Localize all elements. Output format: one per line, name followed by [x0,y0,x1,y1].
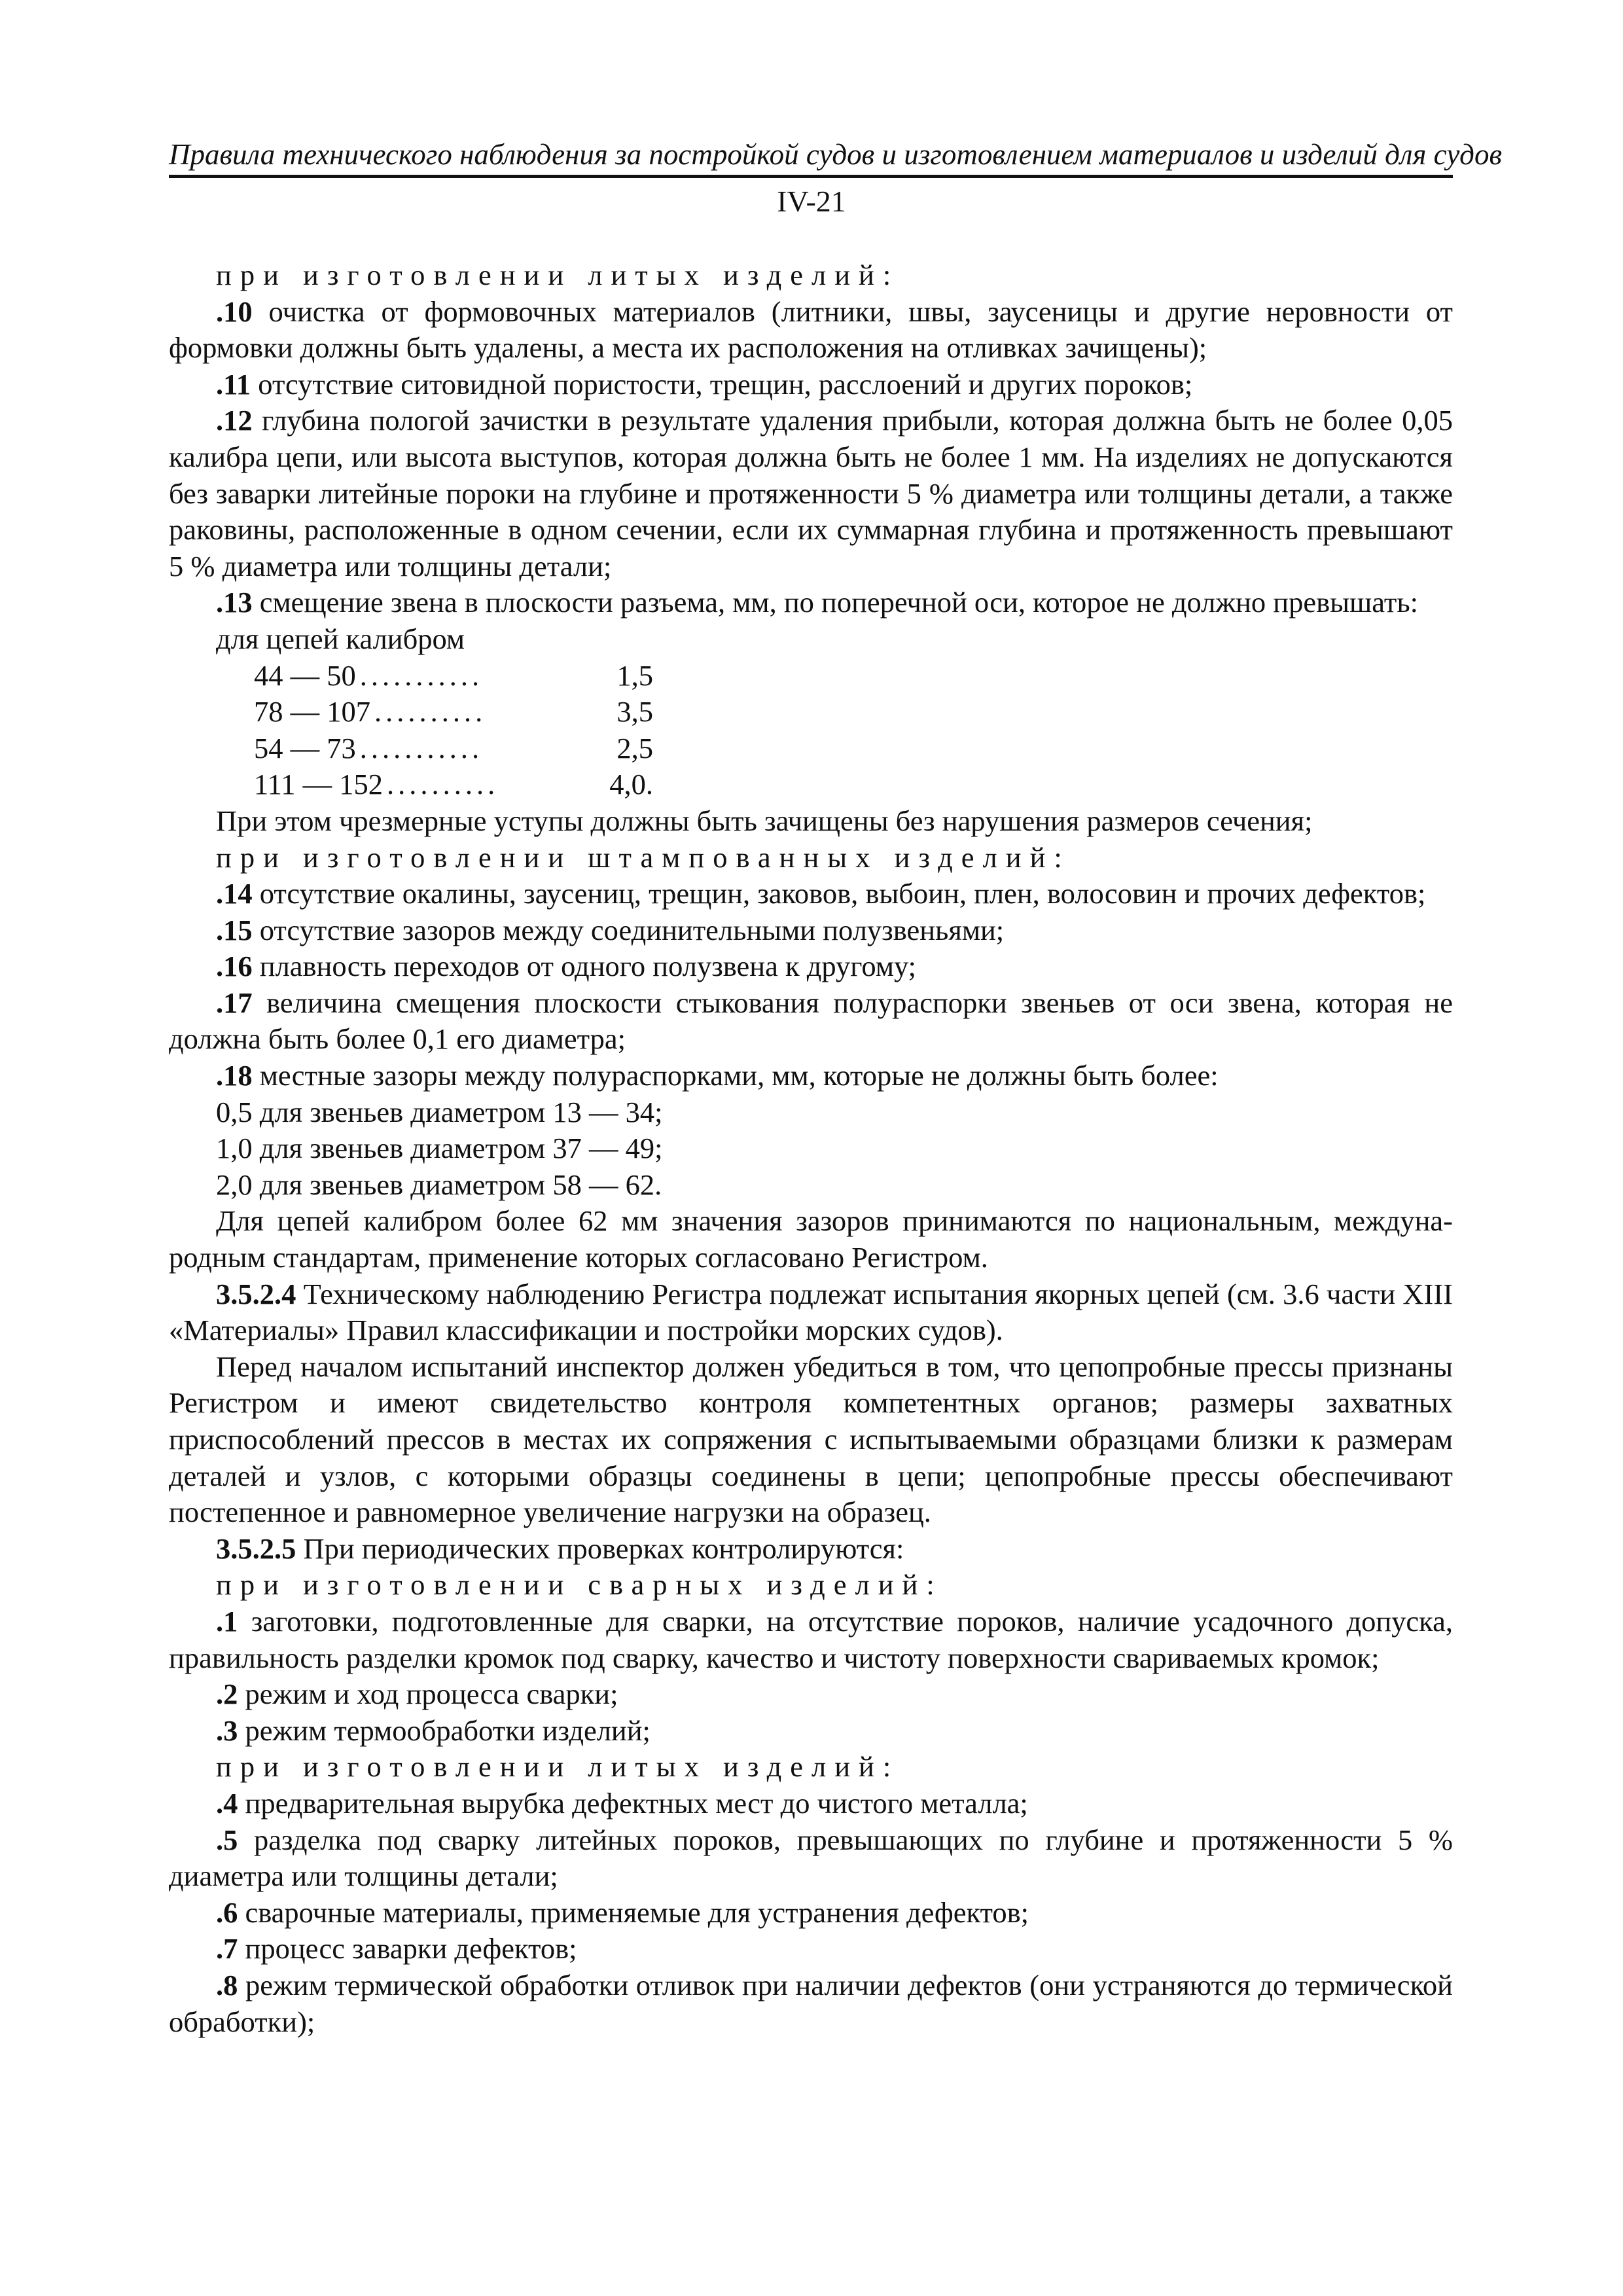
clause-text: При периодических проверках контролируются: [296,1532,904,1565]
item-number: .15 [216,913,253,946]
item-16 [169,948,1453,985]
item-number: .14 [216,877,253,910]
section-heading-cast-2: при изготовлении литых изделий: [216,1750,900,1784]
item-14 [169,876,1453,912]
clause-text: Техническому наблюдению Регистра подлежат испытания якорных цепей (см. 3.6 части XIII «Материалы» Правил классификации и постройки морских судов). [169,1277,1453,1347]
item-number: .2 [216,1677,238,1711]
item-number: .10 [216,295,253,328]
table-value: 3,5 [616,695,653,728]
item-text: очистка от формовочных материалов (литники, швы, заусеницы и другие неровности от формовки должны быть удалены, а места их расположения на отливках зачищены); [169,295,1453,365]
item-number: .6 [216,1895,238,1929]
item-number: .7 [216,1932,238,1965]
section-heading-welded: при изготовлении сварных изделий: [216,1568,943,1602]
table-dots: .......... [386,768,499,801]
item-text: режим и ход процесса сварки; [238,1677,618,1711]
table-dots: ........... [359,731,484,764]
table-row [254,730,653,767]
item-w2 [169,1676,1453,1713]
item-13 [169,584,1453,621]
item-text: глубина пологой зачистки в результате удаления прибыли, которая должна быть не более 0,05 калибра цепи, или высота выступов, которая должна быть не более 1 мм. На изделиях не допускаются без заварки литейные пороки на глубине и протяженности 5 % диаметра или толщины детали, а также раковины, расположенные в одном сечении, если их суммарная глубина и протяженность превышают 5 % диаметра или толщины детали; [169,404,1453,583]
item-18-note: Для цепей калибром более 62 мм значения зазоров принимаются по национальным, междуна-родным стандартам, применение которых согласовано Регистром. [169,1204,1453,1274]
table-dots: ........... [359,658,484,692]
item-10 [169,294,1453,367]
item-text: смещение звена в плоскости разъема, мм, по поперечной оси, которое не должно превышать: [252,586,1418,619]
item-text: местные зазоры между полураспорками, мм, которые не должны быть более: [252,1059,1219,1092]
item-number: .13 [216,586,253,619]
item-text: величина смещения плоскости стыкования полураспорки звеньев от оси звена, которая не должна быть более 0,1 его диаметра; [169,986,1453,1056]
item-text: предварительная вырубка дефектных мест до чистого металла; [238,1786,1028,1820]
item-c4 [169,1785,1453,1822]
item-13-note: При этом чрезмерные уступы должны быть зачищены без нарушения размеров сечения; [216,804,1313,837]
item-number: .5 [216,1823,238,1856]
item-17 [169,985,1453,1058]
item-w1 [169,1604,1453,1676]
item-text: отсутствие зазоров между соединительными полузвеньями; [252,913,1005,946]
item-c6 [169,1895,1453,1931]
section-heading-cast: при изготовлении литых изделий: [216,259,900,291]
offset-table [169,658,1453,803]
item-number: .4 [216,1786,238,1820]
item-18-line: 1,0 для звеньев диаметром 37 — 49; [216,1132,663,1165]
clause-3-5-2-5 [169,1531,1453,1568]
item-number: .1 [216,1604,238,1638]
clause-number: 3.5.2.5 [216,1532,296,1565]
table-dots: .......... [374,695,487,728]
section-heading-stamped: при изготовлении штампованных изделий: [216,840,1071,874]
item-18-line: 0,5 для звеньев диаметром 13 — 34; [216,1095,663,1128]
item-11 [169,367,1453,403]
item-c8 [169,1967,1453,2040]
item-c7 [169,1931,1453,1967]
item-number: .12 [216,404,253,437]
item-18 [169,1058,1453,1094]
item-number: .8 [216,1968,238,2001]
clause-3-5-2-4-paragraph: Перед началом испытаний инспектор должен убедиться в том, что цепопробные прессы признаны Регистром и имеют свидетельство контроля компетентных органов; размеры захватных приспособлений прессов в местах их сопряжения с испытываемыми образцами близки к размерам деталей и узлов, с которыми образцы соединены в цепи; цепопробные прессы обеспечивают постепенное и равномерное увеличение нагрузки на образец. [169,1350,1453,1529]
table-row [254,658,653,694]
running-header: Правила технического наблюдения за постройкой судов и изготовлением материалов и изделий для судов [169,134,1453,178]
item-text: режим термической обработки отливок при наличии дефектов (они устраняются до термической обработки); [169,1968,1453,2038]
item-w3 [169,1713,1453,1749]
table-row [254,694,653,730]
table-range: 44 — 50 [254,658,356,692]
item-number: .16 [216,950,253,983]
table-value: 1,5 [616,658,653,692]
table-range: 54 — 73 [254,731,356,764]
item-c5 [169,1822,1453,1895]
item-number: .11 [216,367,251,401]
item-number: .17 [216,986,253,1019]
table-range: 78 — 107 [254,695,370,728]
table-range: 111 — 152 [254,768,383,801]
item-text: плавность переходов от одного полузвена к другому; [252,950,917,983]
item-12 [169,403,1453,584]
clause-3-5-2-4 [169,1276,1453,1349]
table-value: 4,0. [609,768,653,801]
clause-number: 3.5.2.4 [216,1277,296,1310]
item-text: отсутствие ситовидной пористости, трещин, расслоений и других пороков; [251,367,1193,401]
table-row [254,766,653,803]
item-text: заготовки, подготовленные для сварки, на отсутствие пороков, наличие усадочного допуска, правильность разделки кромок под сварку, качество и чистоту поверхности свариваемых кромок; [169,1604,1453,1674]
item-number: .18 [216,1059,253,1092]
item-15 [169,912,1453,949]
page-number: IV-21 [777,185,846,218]
item-text: разделка под сварку литейных пороков, превышающих по глубине и протяженности 5 % диаметра или толщины детали; [169,1823,1453,1893]
item-13-subtitle: для цепей калибром [216,622,465,655]
table-value: 2,5 [616,731,653,764]
document-body [169,257,1453,2040]
item-text: сварочные материалы, применяемые для устранения дефектов; [238,1895,1029,1929]
item-text: отсутствие окалины, заусениц, трещин, заковов, выбоин, плен, волосовин и прочих дефектов; [252,877,1426,910]
item-text: процесс заварки дефектов; [238,1932,577,1965]
item-number: .3 [216,1713,238,1747]
item-18-line: 2,0 для звеньев диаметром 58 — 62. [216,1168,662,1201]
item-text: режим термообработки изделий; [238,1713,651,1747]
